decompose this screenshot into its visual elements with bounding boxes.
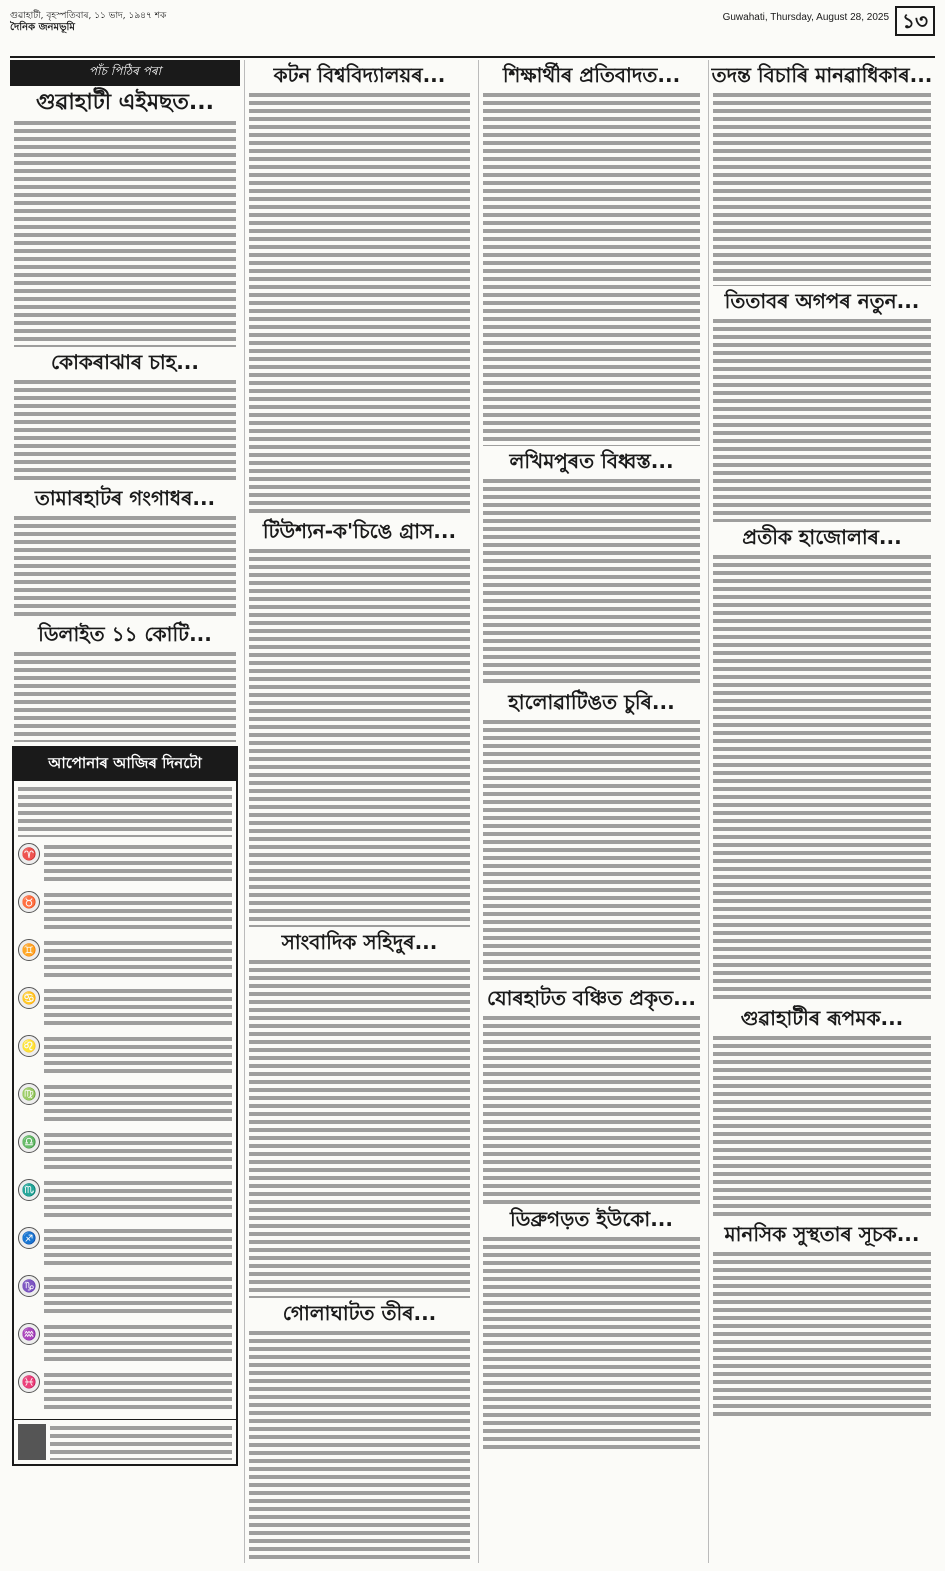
headline: গুৱাহাটীৰ ৰূপমক...	[740, 1006, 904, 1030]
headline: সাংবাদিক সহিদুৰ...	[281, 930, 438, 954]
headline: লখিমপুৰত বিধ্বস্ত...	[509, 449, 674, 473]
article-body	[479, 477, 704, 687]
article-body	[10, 378, 240, 483]
aries-icon: ♈	[18, 843, 40, 865]
article-body	[479, 91, 704, 446]
headline: প্ৰতীক হাজোলাৰ...	[742, 525, 902, 549]
headline: মানসিক সুস্থতাৰ সূচক...	[724, 1222, 920, 1246]
page-number: ১৩	[895, 6, 935, 36]
headline: গোলাঘাটত তীৰ...	[282, 1301, 437, 1325]
article-body	[245, 91, 474, 516]
sign-row	[18, 1275, 232, 1317]
headline: কটন বিশ্ববিদ্যালয়ৰ...	[273, 63, 446, 87]
headline: যোৰহাটত বঞ্চিত প্ৰকৃত...	[487, 986, 696, 1010]
horoscope-title: আপোনাৰ আজিৰ দিনটো	[14, 748, 236, 781]
article-body	[709, 1034, 935, 1219]
sign-row	[18, 1035, 232, 1077]
sign-row	[18, 1083, 232, 1125]
libra-icon: ♎	[18, 1131, 40, 1153]
article-body	[709, 1250, 935, 1420]
article-body	[10, 119, 240, 347]
astrologer-photo	[18, 1424, 46, 1460]
paper-name: দৈনিক জনমভূমি	[10, 22, 75, 33]
aquarius-icon: ♒	[18, 1323, 40, 1345]
sign-row	[18, 987, 232, 1029]
article-body	[709, 553, 935, 1003]
article-body	[709, 317, 935, 522]
article-body	[709, 91, 935, 286]
sign-row	[18, 1131, 232, 1173]
sagittarius-icon: ♐	[18, 1227, 40, 1249]
article-body	[479, 718, 704, 983]
headline: কোকৰাঝাৰ চাহ...	[50, 350, 199, 375]
article-body	[245, 958, 474, 1298]
column-4	[708, 60, 935, 1563]
sign-row	[18, 1323, 232, 1365]
masthead	[10, 6, 935, 58]
sign-row	[18, 939, 232, 981]
article-body	[245, 1329, 474, 1559]
sign-row	[18, 1179, 232, 1221]
sign-row	[18, 1227, 232, 1269]
horoscope-box	[12, 746, 238, 1466]
gemini-icon: ♊	[18, 939, 40, 961]
column-2	[244, 60, 474, 1563]
pisces-icon: ♓	[18, 1371, 40, 1393]
masthead-rule	[10, 56, 935, 58]
horoscope-intro	[14, 785, 236, 837]
astrologer-credit	[14, 1419, 236, 1464]
headline: গুৱাহাটী এইমছত...	[36, 90, 214, 115]
sign-row	[18, 891, 232, 933]
capricorn-icon: ♑	[18, 1275, 40, 1297]
date-english: Guwahati, Thursday, August 28, 2025	[722, 12, 889, 23]
column-3	[478, 60, 704, 1563]
headline: ডিলাইত ১১ কোটি...	[38, 622, 212, 647]
headline: তদন্ত বিচাৰি মানৱাধিকাৰ...	[711, 63, 933, 87]
sign-row	[18, 843, 232, 885]
masthead-left	[10, 10, 166, 34]
sign-row	[18, 1371, 232, 1413]
headline: ডিব্ৰুগড়ত ইউকো...	[509, 1207, 674, 1231]
virgo-icon: ♍	[18, 1083, 40, 1105]
section-label: পাঁচ পিঠিৰ পৰা	[10, 60, 240, 86]
headline: টিউশ্যন-ক'চিঙে গ্ৰাস...	[262, 519, 457, 543]
article-body	[10, 650, 240, 742]
headline: তিতাবৰ অগপৰ নতুন...	[724, 289, 920, 313]
taurus-icon: ♉	[18, 891, 40, 913]
headline: হালোৱাটিঙত চুৰি...	[508, 690, 675, 714]
scorpio-icon: ♏	[18, 1179, 40, 1201]
leo-icon: ♌	[18, 1035, 40, 1057]
article-body	[479, 1235, 704, 1450]
headline: তামাৰহাটৰ গংগাধৰ...	[34, 486, 216, 511]
article-body	[245, 547, 474, 927]
column-1	[10, 60, 240, 1563]
article-body	[479, 1014, 704, 1204]
headline: শিক্ষাৰ্থীৰ প্ৰতিবাদত...	[502, 63, 681, 87]
date-assamese: গুৱাহাটী, বৃহস্পতিবাৰ, ১১ ভাদ, ১৯৪৭ শক	[10, 11, 167, 21]
cancer-icon: ♋	[18, 987, 40, 1009]
article-body	[10, 514, 240, 619]
